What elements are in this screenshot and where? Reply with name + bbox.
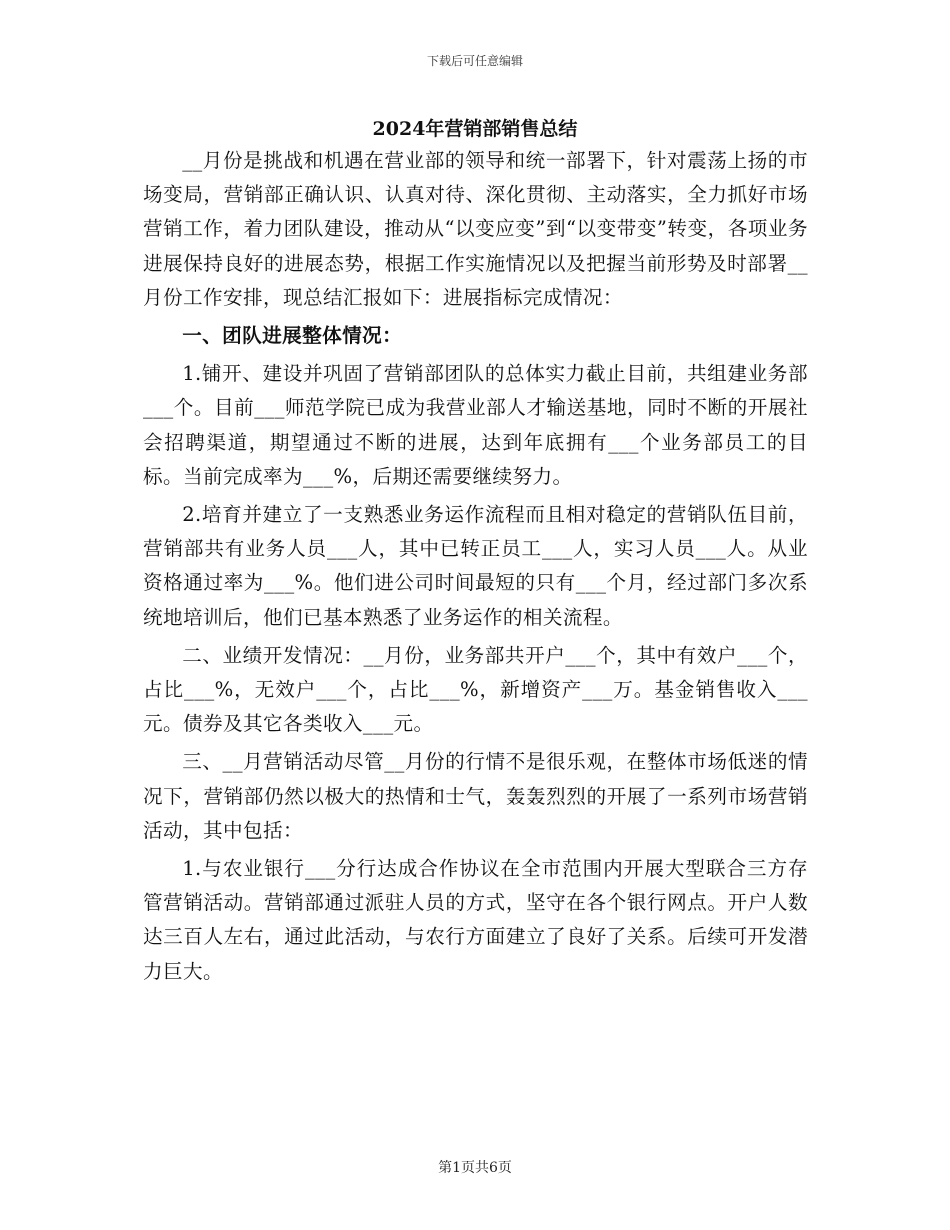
header-note: 下载后可任意编辑 [426,54,523,68]
document-title: 2024年营销部销售总结 [372,118,578,140]
paragraph-performance: 二、业绩开发情况：__月份，业务部共开户___个，其中有效户___个，占比___%，无效户___个，占比___%，新增资产___万。基金销售收入___元。债券及其它各类收入___元。 [143,643,808,736]
intro-paragraph: __月份是挑战和机遇在营业部的领导和统一部署下，针对震荡上扬的市场变局，营销部正确认识、认真对待、深化贯彻、主动落实，全力抓好市场营销工作，着力团队建设，推动从“以变应变”到“以变带变”转变，各项业务进展保持良好的进展态势，根据工作实施情况以及把握当前形势及时部署__月份工作安排，现总结汇报如下：进展指标完成情况： [143,149,808,309]
section-heading-team: 一、团队进展整体情况： [182,324,403,348]
paragraph-team-1: 1.铺开、建设并巩固了营销部团队的总体实力截止目前，共组建业务部___个。目前___师范学院已成为我营业部人才输送基地，同时不断的开展社会招聘渠道，期望通过不断的进展，达到年底拥有___个业务部员工的目标。当前完成率为___%，后期还需要继续努力。 [143,362,808,488]
paragraph-marketing-1: 1.与农业银行___分行达成合作协议在全市范围内开展大型联合三方存管营销活动。营销部通过派驻人员的方式，坚守在各个银行网点。开户人数达三百人左右，通过此活动，与农行方面建立了良好了关系。后续可开发潜力巨大。 [143,857,808,983]
paragraph-marketing: 三、__月营销活动尽管__月份的行情不是很乐观，在整体市场低迷的情况下，营销部仍然以极大的热情和士气，轰轰烈烈的开展了一系列市场营销活动，其中包括： [143,750,808,842]
paragraph-team-2: 2.培育并建立了一支熟悉业务运作流程而且相对稳定的营销队伍目前，营销部共有业务人员___人，其中已转正员工___人，实习人员___人。从业资格通过率为___%。他们进公司时间最短的只有___个月，经过部门多次系统地培训后，他们已基本熟悉了业务运作的相关流程。 [143,503,808,629]
page-indicator: 第1页共6页 [438,1160,512,1176]
document-body [143,144,808,989]
